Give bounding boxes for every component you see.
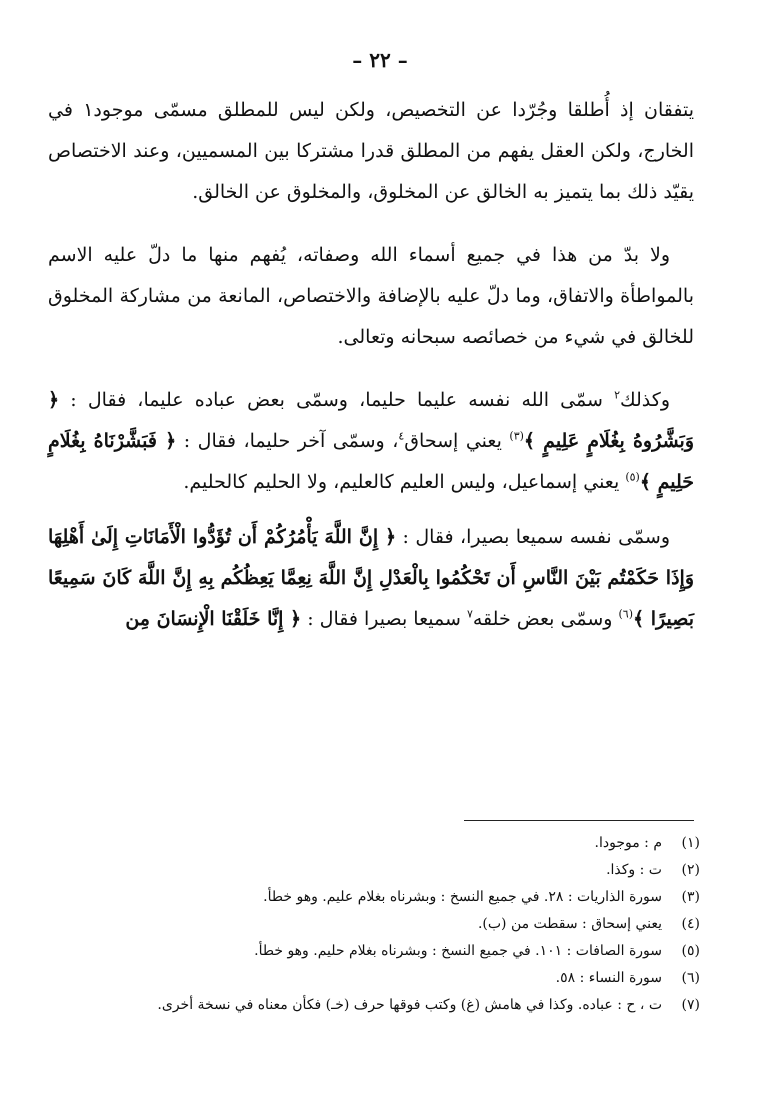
footnote-ref-3: (٣) bbox=[509, 429, 524, 443]
footnote-number: (٥) bbox=[681, 943, 700, 959]
footnote-number: (٧) bbox=[681, 997, 700, 1013]
p3-text-b: سمّى الله نفسه عليما حليما، وسمّى بعض عباده عليما، فقال : bbox=[59, 389, 615, 411]
p4-text-c: سميعا بصيرا فقال : bbox=[301, 608, 467, 630]
footnote-text: ت : وكذا. bbox=[606, 862, 662, 878]
paragraph-2-text: ولا بدّ من هذا في جميع أسماء الله وصفاته، يُفهم منها ما دلّ عليه الاسم بالمواطأة والاتفاق، وما دلّ عليه بالإضافة والاختصاص، المانعة من مشاركة المخلوق للخالق في شيء من خصائصه سبحانه وتعالى. bbox=[48, 244, 694, 348]
footnote-item bbox=[60, 884, 700, 911]
main-text bbox=[48, 90, 694, 662]
footnote-item bbox=[60, 992, 700, 1019]
footnote-item bbox=[60, 965, 700, 992]
footnote-divider bbox=[464, 820, 694, 821]
footnote-item bbox=[60, 857, 700, 884]
paragraph-2 bbox=[48, 235, 694, 358]
footnote-text: ت ، ح : عباده. وكذا في هامش (غ) وكتب فوقها حرف (خـ) فكأن معناه في نسخة أخرى. bbox=[157, 997, 662, 1013]
footnote-text: سورة الصافات : ١٠١. في جميع النسخ : وبشرناه بغلام حليم. وهو خطأ. bbox=[254, 943, 662, 959]
footnote-text: سورة الذاريات : ٢٨. في جميع النسخ : وبشرناه بغلام عليم. وهو خطأ. bbox=[263, 889, 662, 905]
page-number: – ٢٢ – bbox=[352, 48, 408, 72]
footnote-ref-2: ٢ bbox=[614, 388, 620, 402]
paragraph-1: يتفقان إذ أُطلقا وجُرّدا عن التخصيص، ولكن ليس للمطلق مسمّى موجود١ في الخارج، ولكن العقل يفهم من المطلق قدرا مشتركا بين المسميين، وعند الاختصاص يقيّد ذلك بما يتميز به الخالق عن المخلوق، والمخلوق عن الخالق. bbox=[48, 99, 694, 203]
footnote-number: (٢) bbox=[681, 862, 700, 878]
paragraph-4 bbox=[48, 517, 694, 640]
footnote-ref-4: ٤ bbox=[398, 429, 405, 443]
footnote-text: يعني إسحاق : سقطت من (ب). bbox=[477, 916, 662, 932]
footnote-ref-7: ٧ bbox=[466, 607, 473, 621]
p3-text-c: يعني إسحاق bbox=[404, 430, 510, 452]
footnote-item bbox=[60, 911, 700, 938]
p4-text-b: وسمّى بعض خلقه bbox=[472, 608, 619, 630]
footnote-number: (٣) bbox=[681, 889, 700, 905]
footnote-ref-5: (٥) bbox=[625, 470, 640, 484]
footnote-text: م : موجودا. bbox=[594, 835, 662, 851]
quran-verse-1: ﴿ وَبَشَّرُوهُ بِغُلَامٍ عَلِيمٍ ﴾ bbox=[48, 389, 694, 452]
footnotes bbox=[60, 830, 700, 1019]
paragraph-3 bbox=[48, 380, 694, 503]
quran-verse-4: ﴿ إِنَّا خَلَقْنَا الْإِنسَانَ مِن bbox=[125, 608, 302, 630]
footnote-item bbox=[60, 938, 700, 965]
footnote-item bbox=[60, 830, 700, 857]
footnote-ref-6: (٦) bbox=[618, 607, 633, 621]
quran-verse-2: ﴿ فَبَشَّرْنَاهُ بِغُلَامٍ حَلِيمٍ ﴾ bbox=[48, 430, 694, 493]
p3-text-e: يعني إسماعيل، وليس العليم كالعليم، ولا الحليم كالحليم. bbox=[183, 471, 626, 493]
p3-text-d: ، وسمّى آخر حليما، فقال : bbox=[176, 430, 399, 452]
quran-verse-3: ﴿ إِنَّ اللَّهَ يَأْمُرُكُمْ أَن تُؤَدُّوا الْأَمَانَاتِ إِلَىٰ أَهْلِهَا وَإِذَا حَكَمْتُم بَيْنَ النَّاسِ أَن تَحْكُمُوا بِالْعَدْلِ إِنَّ اللَّهَ نِعِمَّا يَعِظُكُم بِهِ إِنَّ اللَّهَ كَانَ سَمِيعًا بَصِيرًا ﴾ bbox=[48, 526, 694, 630]
footnote-text: سورة النساء : ٥٨. bbox=[555, 970, 662, 986]
p3-text-a: وكذلك bbox=[620, 389, 670, 411]
footnote-number: (٦) bbox=[681, 970, 700, 986]
footnote-number: (٤) bbox=[681, 916, 700, 932]
footnote-number: (١) bbox=[681, 835, 700, 851]
p4-text-a: وسمّى نفسه سميعا بصيرا، فقال : bbox=[396, 526, 670, 548]
